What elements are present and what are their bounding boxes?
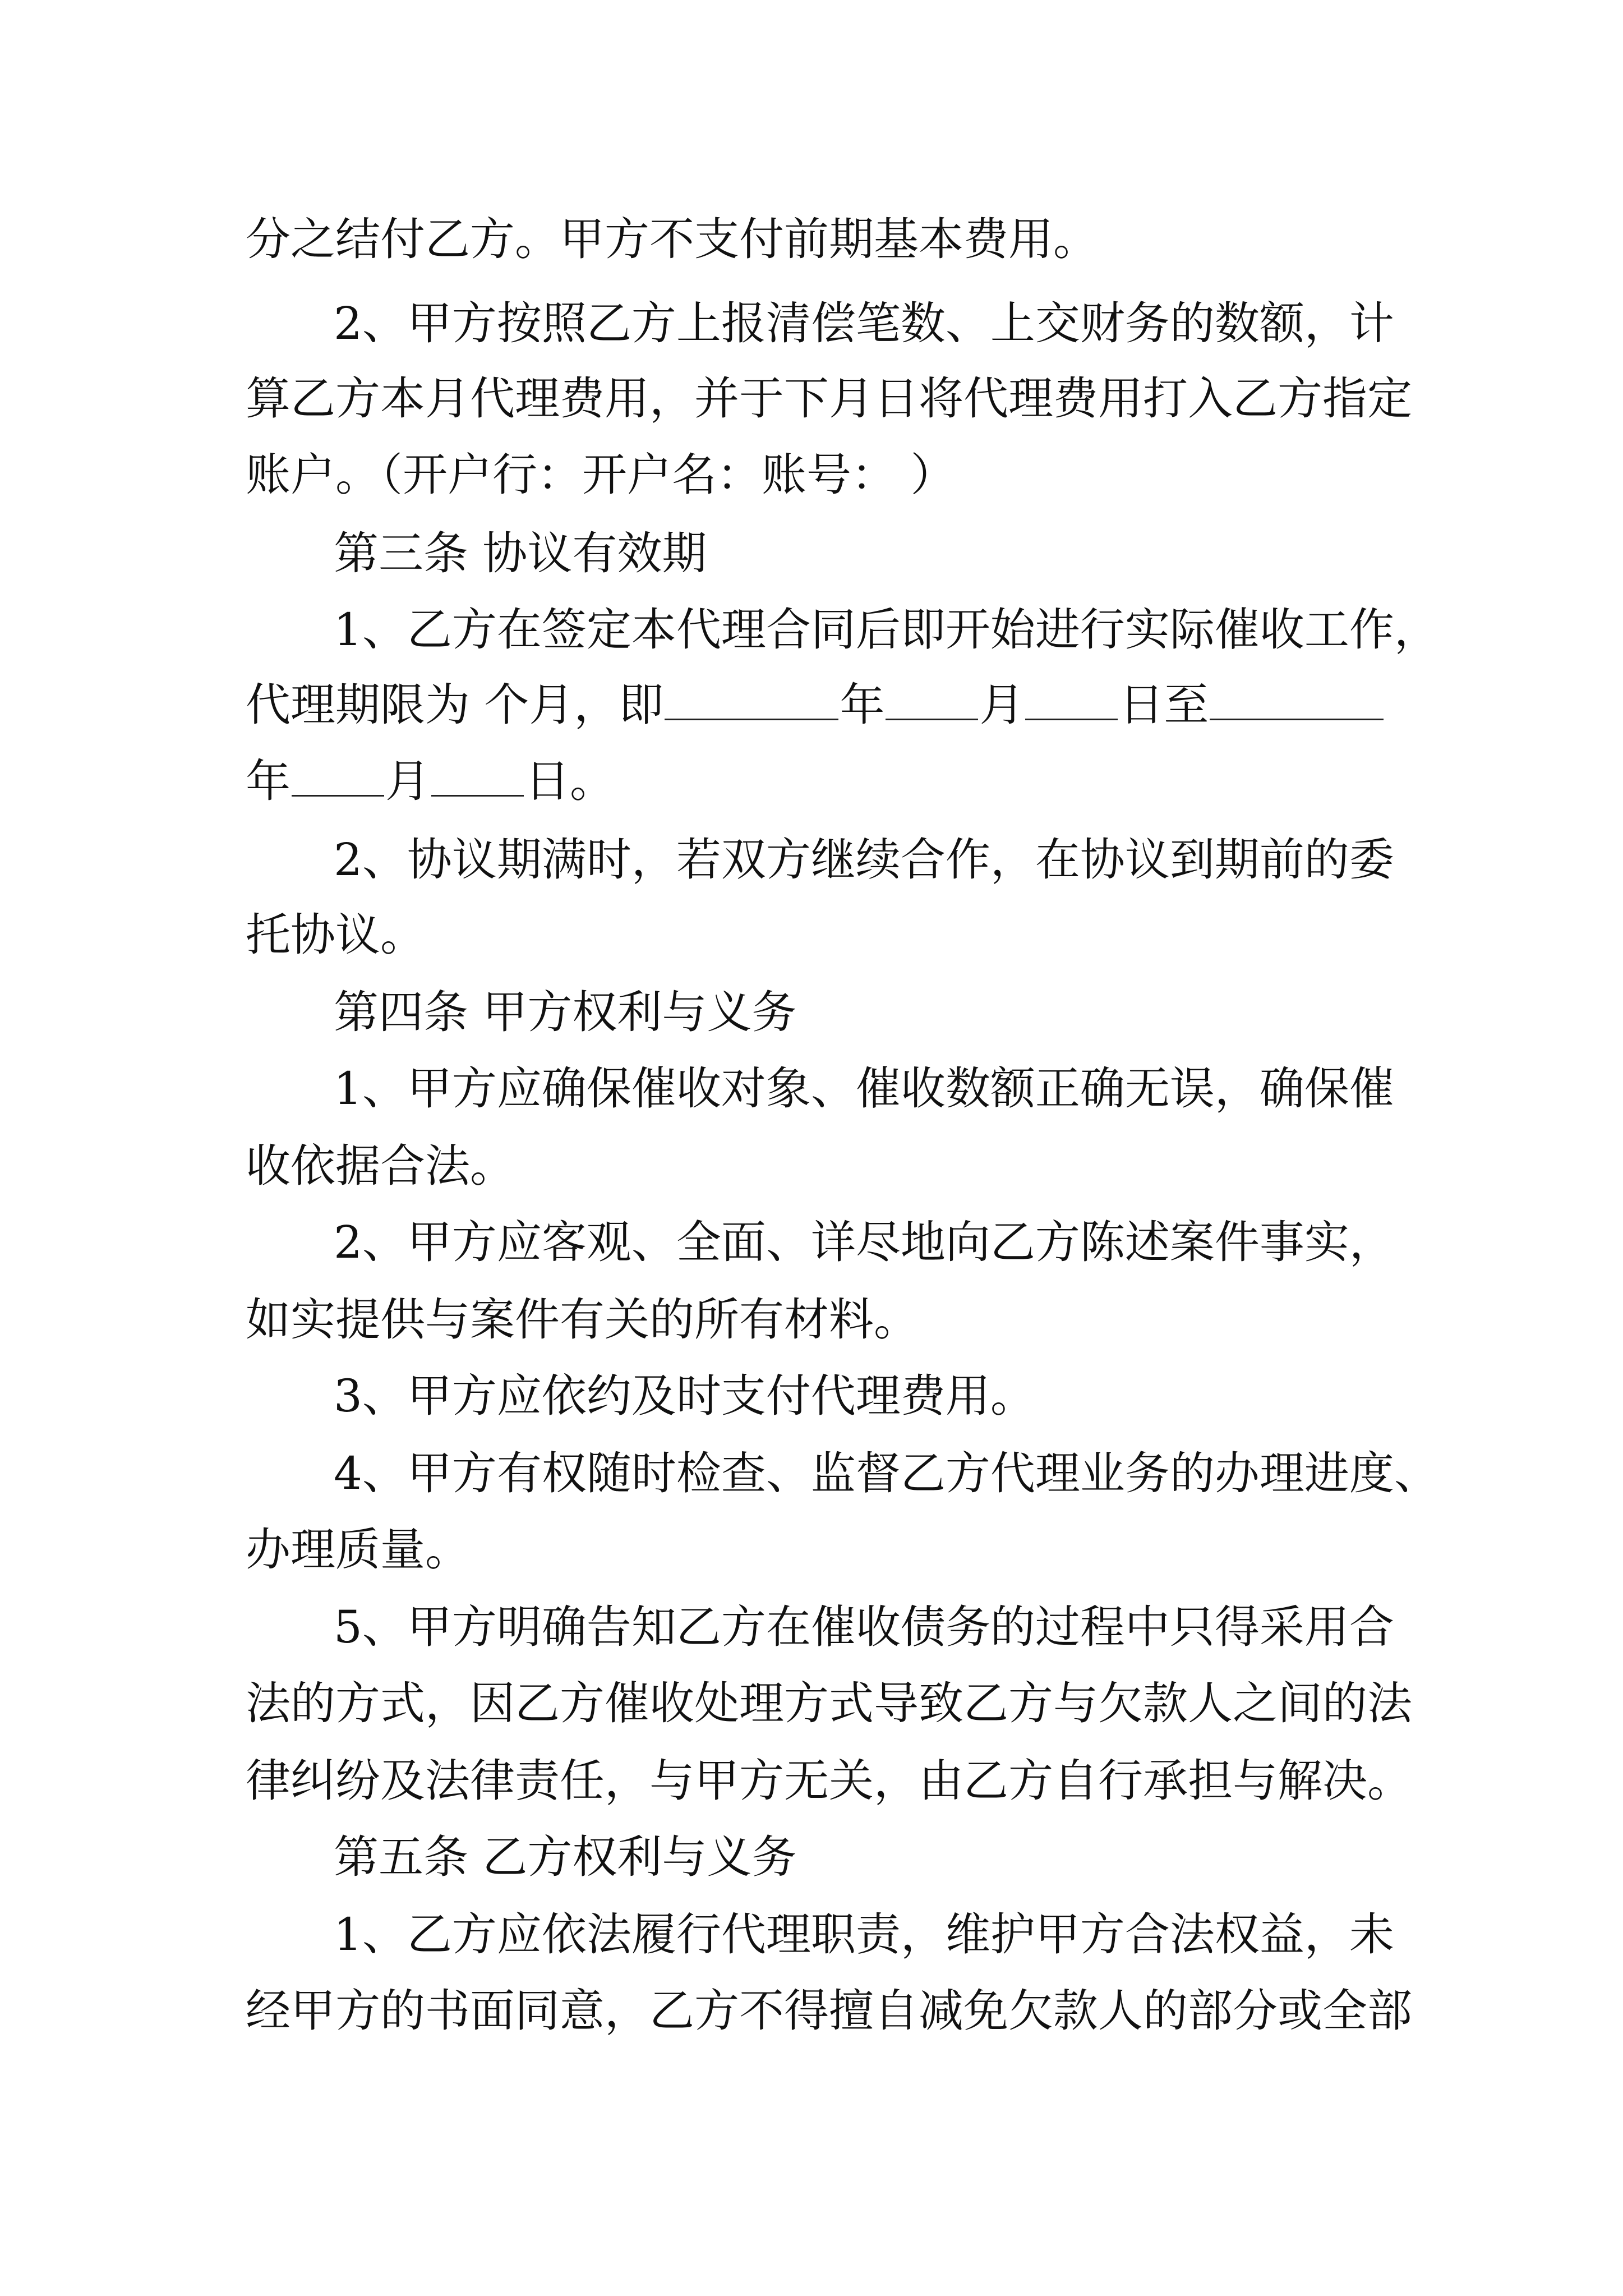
text-line-24: 经甲方的书面同意，乙方不得擅自减免欠款人的部分或全部 [246, 1985, 1412, 2037]
term-line-2 [246, 739, 615, 823]
text-line-19: 5、甲方明确告知乙方在催收债务的过程中只得采用合 [334, 1601, 1394, 1653]
blank-month-end [292, 756, 384, 797]
term2-month: 月 [385, 755, 430, 807]
text-line-17: 4、甲方有权随时检查、监督乙方代理业务的办理进度、 [334, 1447, 1439, 1499]
term-year: 年 [840, 679, 885, 731]
text-line-1: 分之结付乙方。甲方不支付前期基本费用。 [246, 213, 1098, 265]
text-line-9: 2、协议期满时，若双方继续合作，在协议到期前的委 [334, 834, 1394, 886]
text-line-3: 算乙方本月代理费用，并于下月日将代理费用打入乙方指定 [246, 372, 1412, 425]
text-line-20: 法的方式，因乙方催收处理方式导致乙方与欠款人之间的法 [246, 1677, 1412, 1729]
text-line-4: 账户。（开户行：开户名：账号： ） [246, 449, 956, 501]
blank-day-start [1025, 679, 1118, 720]
term-month: 月 [979, 679, 1025, 731]
text-line-18: 办理质量。 [246, 1524, 470, 1576]
term2-year: 年 [246, 755, 291, 807]
text-line-21: 律纠纷及法律责任，与甲方无关，由乙方自行承担与解决。 [246, 1755, 1412, 1807]
section-heading-4: 第四条 甲方权利与义务 [334, 986, 797, 1038]
term-line [246, 663, 1385, 747]
text-line-6: 1、乙方在签定本代理合同后即开始进行实际催收工作， [334, 604, 1439, 656]
term-prefix: 代理期限为 个月，即 [246, 679, 664, 731]
blank-year-end [1210, 679, 1384, 720]
text-line-16: 3、甲方应依约及时支付代理费用。 [334, 1370, 1035, 1422]
text-line-15: 如实提供与案件有关的所有材料。 [246, 1294, 919, 1346]
text-line-12: 1、甲方应确保催收对象、催收数额正确无误，确保催 [334, 1062, 1394, 1115]
section-heading-3: 第三条 协议有效期 [334, 527, 707, 579]
text-line-14: 2、甲方应客观、全面、详尽地向乙方陈述案件事实， [334, 1216, 1394, 1268]
blank-year-start [665, 679, 838, 720]
blank-month-start [886, 679, 978, 720]
term-day-to: 日至 [1119, 679, 1209, 731]
text-line-2: 2、甲方按照乙方上报清偿笔数、上交财务的数额，计 [334, 297, 1394, 349]
blank-day-end [431, 756, 524, 797]
term2-day-end: 日。 [525, 755, 615, 807]
text-line-10: 托协议。 [246, 909, 425, 961]
text-line-13: 收依据合法。 [246, 1140, 515, 1192]
section-heading-5: 第五条 乙方权利与义务 [334, 1831, 797, 1883]
text-line-23: 1、乙方应依法履行代理职责，维护甲方合法权益，未 [334, 1908, 1394, 1961]
